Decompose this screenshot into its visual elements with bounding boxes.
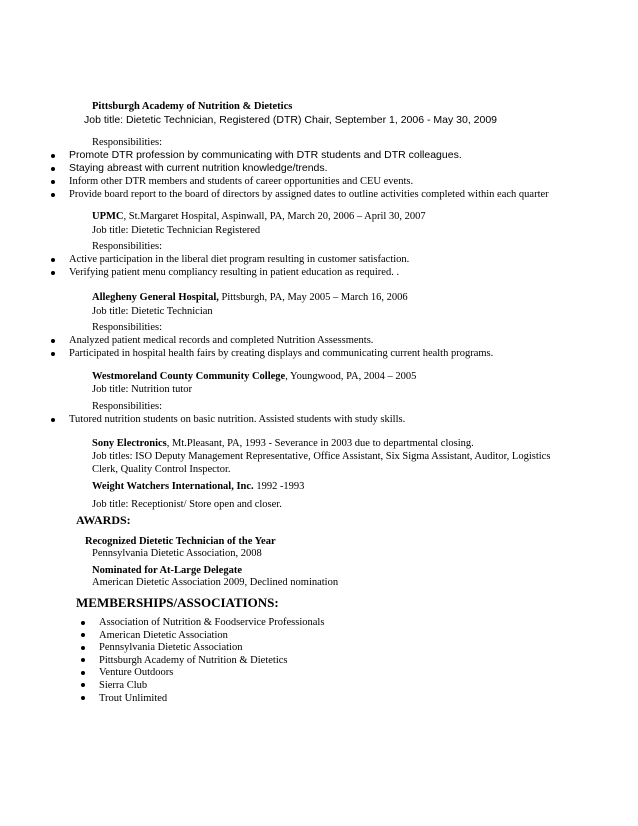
list-item: Active participation in the liberal diet program resulting in customer satisfaction.: [0, 253, 638, 266]
allegheny-responsibilities: [0, 334, 638, 360]
list-item: Association of Nutrition & Foodservice Professionals: [0, 616, 638, 629]
job-titles-sony-continued: Clerk, Quality Control Inspector.: [92, 464, 231, 475]
bullet-icon: [81, 683, 85, 687]
list-item: Pittsburgh Academy of Nutrition & Dietetics: [0, 654, 638, 667]
responsibilities-label: Responsibilities:: [92, 241, 163, 252]
bullet-icon: [51, 271, 55, 275]
job-title-pittsburgh: Job title: Dietetic Technician, Registered (DTR) Chair, September 1, 2006 - May 30, 2009: [84, 114, 498, 126]
list-item: Analyzed patient medical records and completed Nutrition Assessments.: [0, 334, 638, 347]
bullet-icon: [51, 167, 55, 171]
employer-sony: Sony Electronics, Mt.Pleasant, PA, 1993 - Severance in 2003 due to departmental closing.: [92, 438, 474, 449]
pittsburgh-responsibilities: [0, 149, 638, 201]
employer-upmc: UPMC, St.Margaret Hospital, Aspinwall, PA, March 20, 2006 – April 30, 2007: [92, 211, 426, 222]
job-title-allegheny: Job title: Dietetic Technician: [92, 306, 213, 317]
bullet-icon: [51, 180, 55, 184]
responsibilities-label: Responsibilities:: [92, 322, 163, 333]
list-item: Provide board report to the board of directors by assigned dates to outline activities completed within each quarter: [0, 188, 638, 201]
bullet-icon: [81, 621, 85, 625]
bullet-icon: [81, 658, 85, 662]
list-item: Tutored nutrition students on basic nutrition. Assisted students with study skills.: [0, 413, 638, 426]
employer-westmoreland: Westmoreland County Community College, Youngwood, PA, 2004 – 2005: [92, 371, 417, 382]
bullet-icon: [51, 352, 55, 356]
list-item: Staying abreast with current nutrition knowledge/trends.: [0, 162, 638, 175]
award-title: Recognized Dietetic Technician of the Year: [85, 536, 276, 547]
bullet-icon: [81, 696, 85, 700]
memberships-heading: MEMBERSHIPS/ASSOCIATIONS:: [76, 595, 279, 610]
westmoreland-responsibilities: [0, 413, 638, 426]
bullet-icon: [51, 418, 55, 422]
bullet-icon: [81, 671, 85, 675]
job-title-westmoreland: Job title: Nutrition tutor: [92, 384, 193, 395]
list-item: Sierra Club: [0, 679, 638, 692]
job-title-weight-watchers: Job title: Receptionist/ Store open and closer.: [92, 499, 282, 510]
job-title-upmc: Job title: Dietetic Technician Registered: [92, 225, 261, 236]
bullet-icon: [51, 258, 55, 262]
list-item: Promote DTR profession by communicating with DTR students and DTR colleagues.: [0, 149, 638, 162]
employer-pittsburgh: Pittsburgh Academy of Nutrition & Dietetics: [92, 101, 293, 112]
bullet-icon: [51, 339, 55, 343]
list-item: Venture Outdoors: [0, 666, 638, 679]
bullet-icon: [51, 193, 55, 197]
bullet-icon: [81, 633, 85, 637]
awards-heading: AWARDS:: [76, 513, 131, 527]
list-item: Participated in hospital health fairs by creating displays and communicating current health programs.: [0, 347, 638, 360]
employer-weight-watchers: Weight Watchers International, Inc. 1992 -1993: [92, 481, 305, 492]
list-item: Trout Unlimited: [0, 692, 638, 705]
award-detail: Pennsylvania Dietetic Association, 2008: [92, 548, 262, 559]
job-titles-sony: Job titles: ISO Deputy Management Representative, Office Assistant, Six Sigma Assistant, Auditor, Logistics: [92, 451, 551, 462]
memberships-list: [0, 616, 638, 704]
bullet-icon: [51, 154, 55, 158]
award-title: Nominated for At-Large Delegate: [92, 565, 242, 576]
award-detail: American Dietetic Association 2009, Declined nomination: [92, 577, 339, 588]
list-item: Inform other DTR members and students of career opportunities and CEU events.: [0, 175, 638, 188]
list-item: American Dietetic Association: [0, 629, 638, 642]
employer-allegheny: Allegheny General Hospital, Pittsburgh, PA, May 2005 – March 16, 2006: [92, 292, 408, 303]
responsibilities-label: Responsibilities:: [92, 401, 163, 412]
list-item: Pennsylvania Dietetic Association: [0, 641, 638, 654]
bullet-icon: [81, 646, 85, 650]
responsibilities-label: Responsibilities:: [92, 137, 163, 148]
list-item: Verifying patient menu compliancy resulting in patient education as required. .: [0, 266, 638, 279]
upmc-responsibilities: [0, 253, 638, 279]
